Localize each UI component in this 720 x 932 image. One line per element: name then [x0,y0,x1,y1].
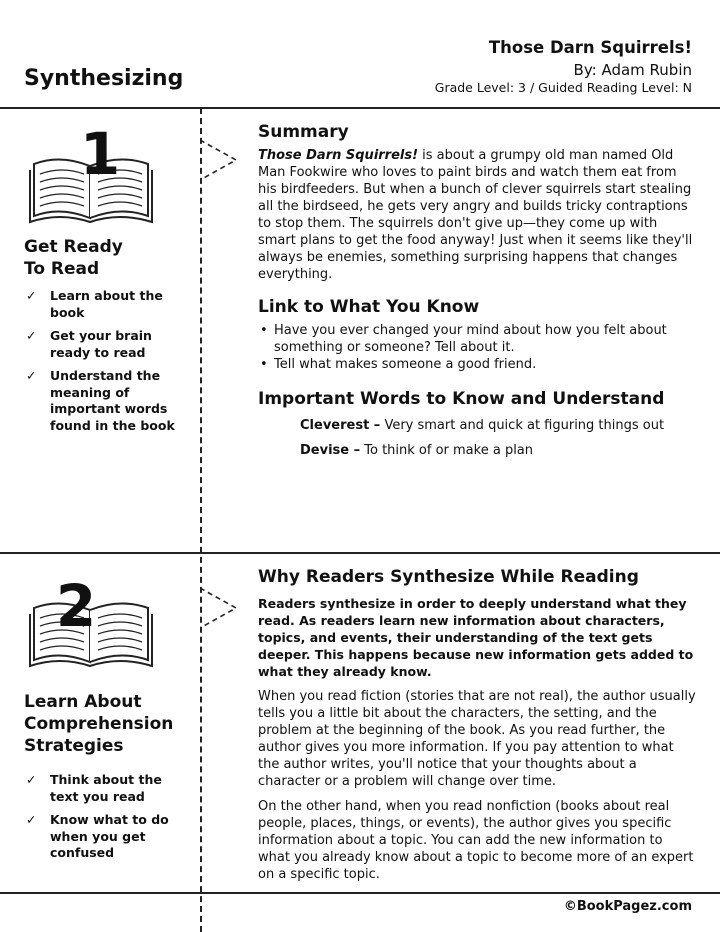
bullet-icon: • [260,357,268,372]
step2-checklist [24,772,194,869]
list-item: ✓ Know what to do when you get confused [26,812,169,860]
summary-heading: Summary [258,122,349,142]
dashed-arrow-icon [200,138,240,182]
section-divider [0,552,720,554]
list-item: • Tell what makes someone a good friend. [260,357,537,372]
step1-checklist [24,288,194,441]
summary-text: Those Darn Squirrels! is about a grumpy old man named Old Man Fookwire who loves to paint birds and watch them eat from his birdfeeders. But when a bunch of clever squirrels start stealing all the birdseed, he gets very angry and builds tricky contraptions to stop them. The squirrels don't give up—they come up with smart plans to get the food anyway! Just when it seems like they'll always be enemies, something surprising happens that changes everything. [258,148,693,282]
vocab-item: Cleverest – Very smart and quick at figuring things out [300,418,665,433]
check-icon: ✓ [26,772,37,787]
header-divider [0,107,720,109]
step-number-1: 1 [79,124,121,188]
link-list [258,322,698,373]
check-icon: ✓ [26,812,37,827]
check-icon: ✓ [26,288,37,303]
open-book-icon [26,124,156,224]
open-book-icon [26,568,156,668]
step1-heading: Get Ready To Read [24,237,123,279]
why-bold-intro: Readers synthesize in order to deeply understand what they read. As readers learn new information about characters, topics, and events, their understanding of the text gets deeper. This happens because new information gets added to what they already know. [258,596,694,679]
list-item: • Have you ever changed your mind about how you felt about something or someone? Tell about it. [260,323,667,355]
why-paragraph-fiction: When you read fiction (stories that are not real), the author usually tells you a little bit about the characters, the setting, and the problem at the beginning of the book. As you read further, the author gives you more information. If you pay attention to what the author writes, you'll notice that your thoughts about a character or a problem will change over time. [258,689,696,789]
why-heading: Why Readers Synthesize While Reading [258,567,639,587]
vocab-item: Devise – To think of or make a plan [300,443,534,458]
list-item: ✓ Learn about the book [26,288,163,320]
footer-divider [0,892,720,894]
link-heading: Link to What You Know [258,297,480,317]
why-paragraph-nonfiction: On the other hand, when you read nonfiction (books about real people, places, things, or events), the author gives you specific information about a topic. You can add the new information to what you already know about a topic to become more of an expert on a specific topic. [258,799,694,882]
list-item: ✓ Get your brain ready to read [26,328,152,360]
summary-section [258,122,698,459]
bullet-icon: • [260,323,268,338]
copyright: ©BookPagez.com [563,899,692,914]
book-author: By: Adam Rubin [573,61,692,79]
page-title: Synthesizing [24,66,184,91]
book-title: Those Darn Squirrels! [488,38,692,57]
step2-heading: Learn About Comprehension Strategies [24,692,174,756]
column-divider [200,108,202,932]
check-icon: ✓ [26,328,37,343]
words-heading: Important Words to Know and Understand [258,389,665,409]
dashed-arrow-icon [200,586,240,630]
list-item: ✓ Think about the text you read [26,772,162,804]
step-number-2: 2 [55,572,97,640]
list-item: ✓ Understand the meaning of important words found in the book [26,368,175,433]
grade-level: Grade Level: 3 / Guided Reading Level: N [434,80,692,95]
check-icon: ✓ [26,368,37,383]
why-section [258,567,698,883]
